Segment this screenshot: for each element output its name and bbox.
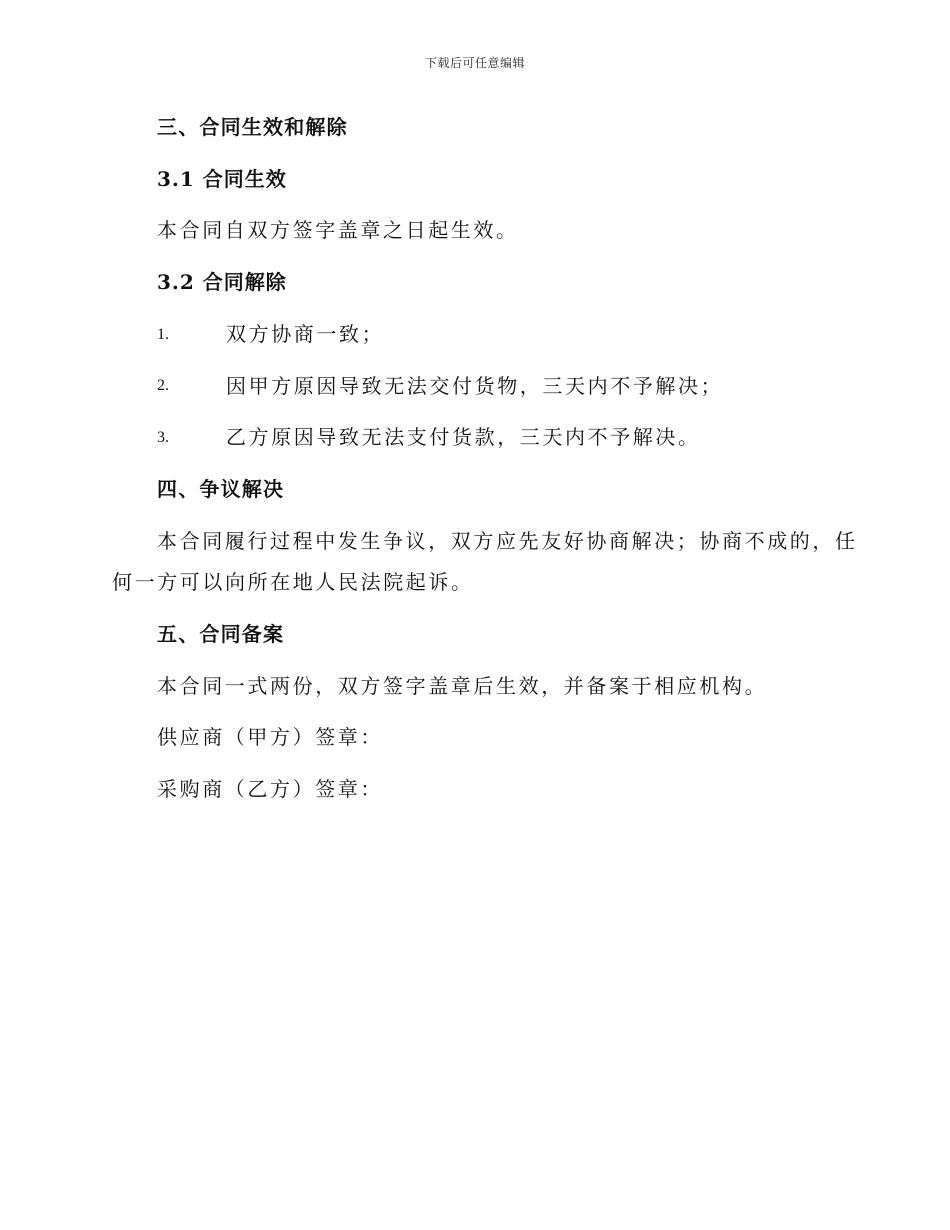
section-4-title: 四、争议解决 bbox=[157, 477, 285, 501]
section-5-text: 本合同一式两份，双方签字盖章后生效，并备案于相应机构。 bbox=[157, 674, 768, 698]
section-4-text-line-2: 何一方可以向所在地人民法院起诉。 bbox=[112, 570, 474, 594]
section-3-2-title: 3.2 合同解除 bbox=[157, 270, 287, 294]
list-item-number: 3. bbox=[157, 429, 169, 446]
section-4-text-line-1: 本合同履行过程中发生争议，双方应先友好协商解决；协商不成的，任 bbox=[157, 529, 858, 553]
supplier-signature-label: 供应商（甲方）签章： bbox=[157, 725, 383, 749]
list-item-text: 乙方原因导致无法支付货款，三天内不予解决。 bbox=[226, 425, 701, 449]
purchaser-signature-label: 采购商（乙方）签章： bbox=[157, 777, 383, 801]
section-3-title: 三、合同生效和解除 bbox=[157, 115, 348, 139]
list-item-text: 因甲方原因导致无法交付货物，三天内不予解决； bbox=[226, 374, 724, 398]
list-item-number: 1. bbox=[157, 326, 169, 343]
list-item-text: 双方协商一致； bbox=[226, 322, 385, 346]
section-3-1-title: 3.1 合同生效 bbox=[157, 167, 287, 191]
list-item-number: 2. bbox=[157, 377, 169, 394]
page-header-note: 下载后可任意编辑 bbox=[424, 56, 525, 70]
section-5-title: 五、合同备案 bbox=[157, 622, 285, 646]
section-3-1-text: 本合同自双方签字盖章之日起生效。 bbox=[157, 218, 519, 242]
